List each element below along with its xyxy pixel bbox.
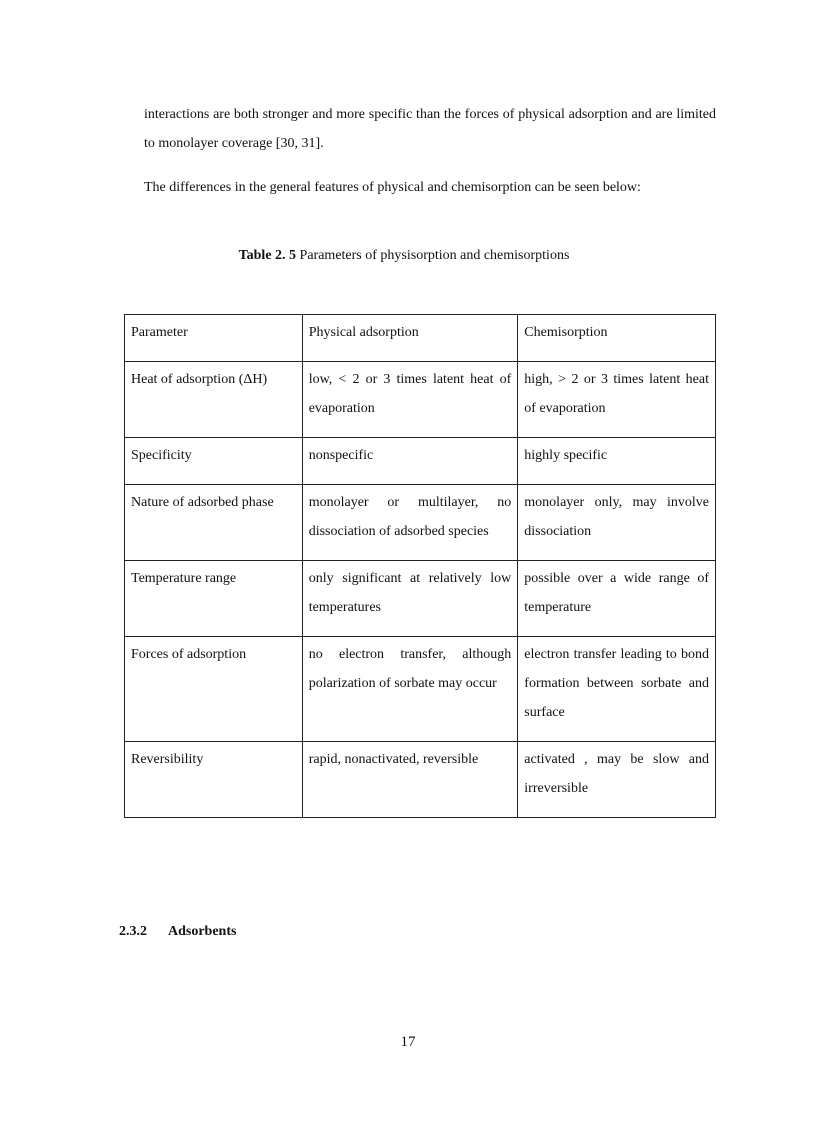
- table-cell-parameter: Forces of adsorption: [125, 637, 303, 742]
- table-row: [125, 362, 716, 438]
- paragraph-differences-intro: The differences in the general features of physical and chemisorption can be seen below:: [144, 180, 641, 195]
- table-cell-parameter: Temperature range: [125, 561, 303, 637]
- table-cell-physical: no electron transfer, although polarization of sorbate may occur: [302, 637, 518, 742]
- table-row: [125, 485, 716, 561]
- page-number: 17: [400, 1034, 416, 1050]
- table-row: [125, 742, 716, 818]
- section-number: 2.3.2: [119, 924, 147, 939]
- table-cell-chemisorption: high, > 2 or 3 times latent heat of evaporation: [518, 362, 716, 438]
- table-cell-chemisorption: electron transfer leading to bond formation between sorbate and surface: [518, 637, 716, 742]
- table-cell-chemisorption: highly specific: [518, 438, 716, 485]
- header-chemisorption: Chemisorption: [518, 315, 716, 362]
- table-header-row: [125, 315, 716, 362]
- table-cell-parameter: Specificity: [125, 438, 303, 485]
- section-heading: [119, 924, 236, 940]
- header-parameter: Parameter: [125, 315, 303, 362]
- table-cell-parameter: Nature of adsorbed phase: [125, 485, 303, 561]
- table-cell-physical: monolayer or multilayer, no dissociation of adsorbed species: [302, 485, 518, 561]
- table-caption: [0, 248, 808, 264]
- table-cell-parameter: Heat of adsorption (ΔH): [125, 362, 303, 438]
- table-cell-physical: rapid, nonactivated, reversible: [302, 742, 518, 818]
- parameters-table: [124, 314, 716, 818]
- table-row: [125, 561, 716, 637]
- table-caption-label: Table 2. 5: [238, 248, 297, 263]
- table-row: [125, 637, 716, 742]
- table-row: [125, 438, 716, 485]
- table-cell-parameter: Reversibility: [125, 742, 303, 818]
- header-physical-adsorption: Physical adsorption: [302, 315, 518, 362]
- table-cell-chemisorption: activated , may be slow and irreversible: [518, 742, 716, 818]
- paragraph-chemisorption-forces: interactions are both stronger and more specific than the forces of physical adsorption and are limited to monolayer coverage [30, 31].: [144, 107, 716, 151]
- section-title: Adsorbents: [168, 924, 237, 939]
- table-cell-chemisorption: possible over a wide range of temperature: [518, 561, 716, 637]
- table-cell-chemisorption: monolayer only, may involve dissociation: [518, 485, 716, 561]
- table-caption-text: Parameters of physisorption and chemisorptions: [296, 248, 570, 263]
- table-cell-physical: nonspecific: [302, 438, 518, 485]
- table-cell-physical: low, < 2 or 3 times latent heat of evaporation: [302, 362, 518, 438]
- table-cell-physical: only significant at relatively low temperatures: [302, 561, 518, 637]
